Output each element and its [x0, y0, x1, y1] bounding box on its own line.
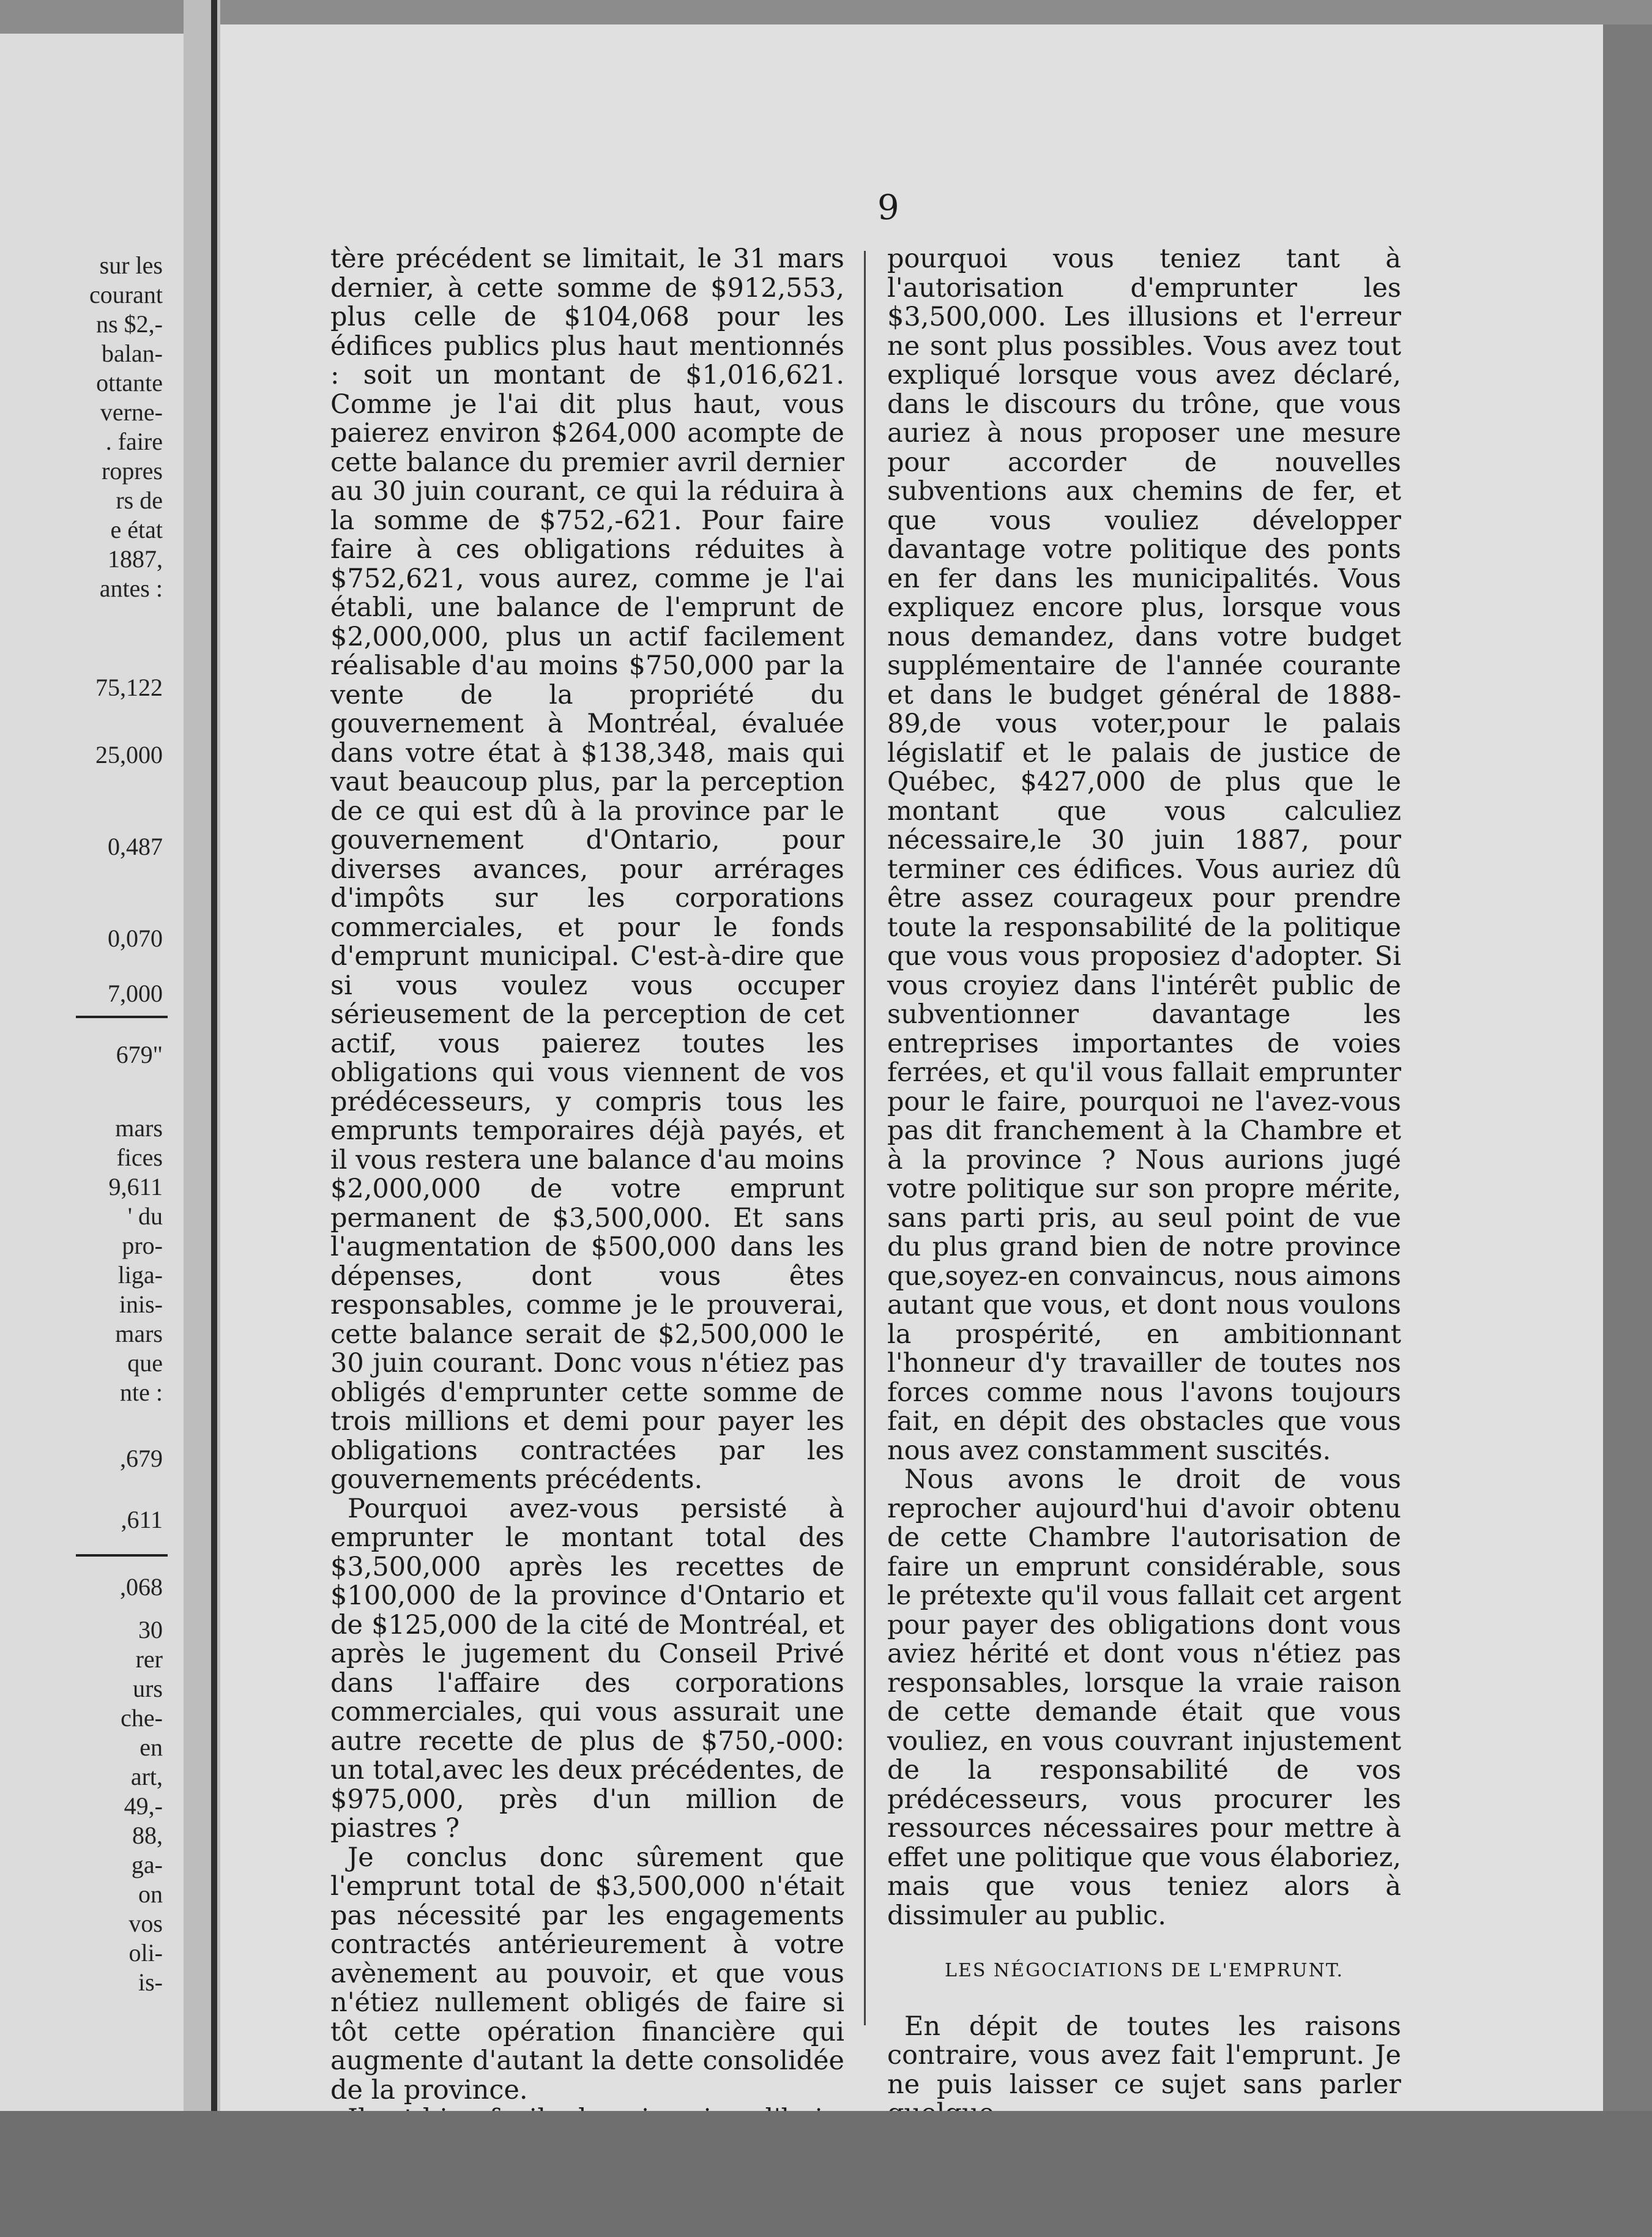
previous-page-text-line: ' du: [127, 1202, 163, 1230]
previous-page-text-line: ropres: [102, 457, 163, 485]
previous-page-text-line: ottante: [96, 369, 163, 396]
page-edge-shadow: [1603, 24, 1652, 2111]
previous-page-text-line: art,: [130, 1763, 163, 1790]
paragraph: Pourquoi avez-vous persisté à emprunter le montant total des $3,500,000 après les recettes de $100,000 de la province d'Ontario et de $125,000 de la cité de Montréal, et après le jugement du Conseil Privé dans l'affaire des corporations commerciales, qui vous assurait une autre recette de plus de $750,-000: un total,avec les deux précédentes, de $975,000, près d'un million de piastres ?: [330, 1493, 844, 1844]
previous-page-text-line: ga-: [131, 1851, 163, 1878]
previous-page-text-line: vos: [128, 1910, 163, 1937]
previous-page-fragment: [0, 34, 185, 2120]
previous-page-text-line: ,679: [120, 1445, 163, 1472]
paragraph: Nous avons le droit de vous reprocher aujourd'hui d'avoir obtenu de cette Chambre l'autorisation de faire un emprunt considérable, sous le prétexte qu'il vous fallait cet argent pour payer des obligations dont vous aviez hérité et dont vous n'étiez pas responsables, lorsque la vraie raison de cette demande était que vous vouliez, en vous couvrant injustement de la responsabilité de vos prédécesseurs, vous procurer les ressources nécessaires pour mettre à effet une politique que vous élaboriez, mais que vous teniez alors à dissimuler au public.: [887, 1464, 1401, 1931]
scan-background: [0, 2111, 1652, 2237]
previous-page-text-line: che-: [121, 1704, 163, 1732]
previous-page-text-line: que: [127, 1349, 163, 1377]
paragraph: tère précédent se limitait, le 31 mars dernier, à cette somme de $912,553, plus celle de $104,068 pour les édifices publics plus haut mentionnés : soit un montant de $1,016,621. Comme je l'ai dit plus haut, vous paierez environ $264,000 acompte de cette balance du premier avril dernier au 30 juin courant, ce qui la réduira à la somme de $752,-621. Pour faire faire à ces obligations réduites à $752,621, vous aurez, comme je l'ai établi, une balance de l'emprunt de $2,000,000, plus un actif facilement réalisable d'au moins $750,000 par la vente de la propriété du gouvernement à Montréal, évaluée dans votre état à $138,348, mais qui vaut beaucoup plus, par la perception de ce qui est dû à la province par le gouvernement d'Ontario, pour diverses avances, pour arrérages d'impôts sur les corporations commerciales, et pour le fonds d'emprunt municipal. C'est-à-dire que si vous voulez vous occuper sérieusement de la perception de cet actif, vous paierez toutes les obligations qui vous viennent de vos prédécesseurs, y compris tous les emprunts temporaires déjà payés, et il vous restera une balance d'au moins $2,000,000 de votre emprunt permanent de $3,500,000. Et sans l'augmentation de $500,000 dans les dépenses, dont vous êtes responsables, comme je le prouverai, cette balance serait de $2,500,000 le 30 juin courant. Donc vous n'étiez pas obligés d'emprunter cette somme de trois millions et demi pour payer les obligations contractées par les gouvernements précédents.: [330, 244, 844, 1495]
previous-page-text-line: 75,122: [95, 674, 163, 701]
paragraph: Je conclus donc sûrement que l'emprunt total de $3,500,000 n'était pas nécessité par les engagements contractés antérieurement à votre avènement au pouvoir, et que vous n'étiez nullement obligés de faire si tôt cette opération financière qui augmente d'autant la dette consolidée de la province.: [330, 1842, 844, 2105]
previous-page-text-line: sur les: [99, 251, 163, 279]
previous-page-text-line: urs: [133, 1675, 163, 1702]
previous-page-text-line: antes :: [99, 575, 163, 602]
previous-page-text-line: e état: [110, 516, 163, 543]
previous-page-text-line: liga-: [117, 1261, 163, 1289]
previous-page-text-line: ,068: [120, 1573, 163, 1601]
previous-page-text-line: fices: [116, 1144, 163, 1171]
previous-page-text-line: rs de: [116, 486, 163, 514]
previous-page-text-line: 88,: [132, 1822, 163, 1849]
previous-page-text-line: 49,-: [124, 1792, 163, 1820]
previous-page-rule: [76, 1554, 168, 1557]
binding-line: [211, 0, 217, 2237]
left-text-column: [330, 245, 844, 2134]
previous-page-text-line: is-: [138, 1968, 163, 1996]
previous-page-text-line: inis-: [119, 1290, 163, 1318]
previous-page-text-line: oli-: [128, 1939, 163, 1967]
previous-page-text-line: 25,000: [95, 741, 163, 769]
previous-page-text-line: on: [138, 1880, 163, 1908]
previous-page-text-line: 0,487: [108, 833, 163, 860]
paragraph: En dépit de toutes les raisons contraire, vous avez fait l'emprunt. Je ne puis laisser ce sujet sans parler: [887, 2011, 1401, 2100]
previous-page-text-line: nte :: [120, 1379, 163, 1406]
section-heading: LES NÉGOCIATIONS DE L'EMPRUNT.: [945, 1960, 1344, 1981]
previous-page-text-line: 9,611: [108, 1173, 163, 1200]
page-number: 9: [877, 188, 899, 228]
previous-page-text-line: mars: [115, 1320, 163, 1347]
previous-page-text-line: verne-: [100, 398, 163, 426]
previous-page-text-line: mars: [115, 1114, 163, 1142]
previous-page-text-line: 7,000: [108, 980, 163, 1007]
previous-page-text-line: ns $2,-: [96, 310, 163, 338]
previous-page-text-line: courant: [89, 281, 163, 308]
previous-page-text-line: 679": [116, 1041, 163, 1068]
right-text-column: [887, 245, 1401, 2129]
previous-page-rule: [76, 1016, 168, 1018]
previous-page-text-line: 30: [138, 1616, 163, 1643]
paragraph: pourquoi vous teniez tant à l'autorisation d'emprunter les $3,500,000. Les illusions et l'erreur ne sont plus possibles. Vous avez tout expliqué lorsque vous avez déclaré, dans le discours du trône, que vous auriez à nous proposer une mesure pour accorder de nouvelles subventions aux chemins de fer, et que vous vouliez développer davantage votre politique des ponts en fer dans les municipalités. Vous expliquez encore plus, lorsque vous nous demandez, dans votre budget supplémentaire de l'année courante et dans le budget général de 1888-89,de vous voter,pour le palais législatif et le palais de justice de Québec, $427,000 de plus que le montant que vous calculiez nécessaire,le 30 juin 1887, pour terminer ces édifices. Vous auriez dû être assez courageux pour prendre toute la responsabilité de la politique que vous vous proposiez d'adopter. Si vous croyiez dans l'intérêt public de subventionner davantage les entreprises importantes de voies ferrées, et qu'il vous fallait emprunter pour le faire, pourquoi ne l'avez-vous pas dit franchement à la Chambre et à la province ? Nous aurions jugé votre politique sur son propre mérite, sans parti pris, au seul point de vue du plus grand bien de notre province que,soyez-en convaincus, nous aimons autant que vous, et dont nous voulons la prospérité, en ambitionnant l'honneur d'y travailler de toutes nos forces comme nous l'avons toujours fait, en dépit des obstacles que vous nous avez constamment suscités.: [887, 244, 1401, 1466]
previous-page-text-line: ,611: [121, 1506, 163, 1533]
previous-page-text-line: rer: [135, 1645, 163, 1673]
previous-page-text-line: pro-: [122, 1232, 163, 1259]
column-divider: [864, 251, 866, 2025]
previous-page-text-line: balan-: [102, 340, 163, 367]
previous-page-text-line: en: [140, 1733, 163, 1761]
previous-page-text-line: 1887,: [108, 545, 163, 573]
previous-page-text-line: 0,070: [108, 925, 163, 952]
previous-page-text-line: . faire: [105, 428, 163, 455]
